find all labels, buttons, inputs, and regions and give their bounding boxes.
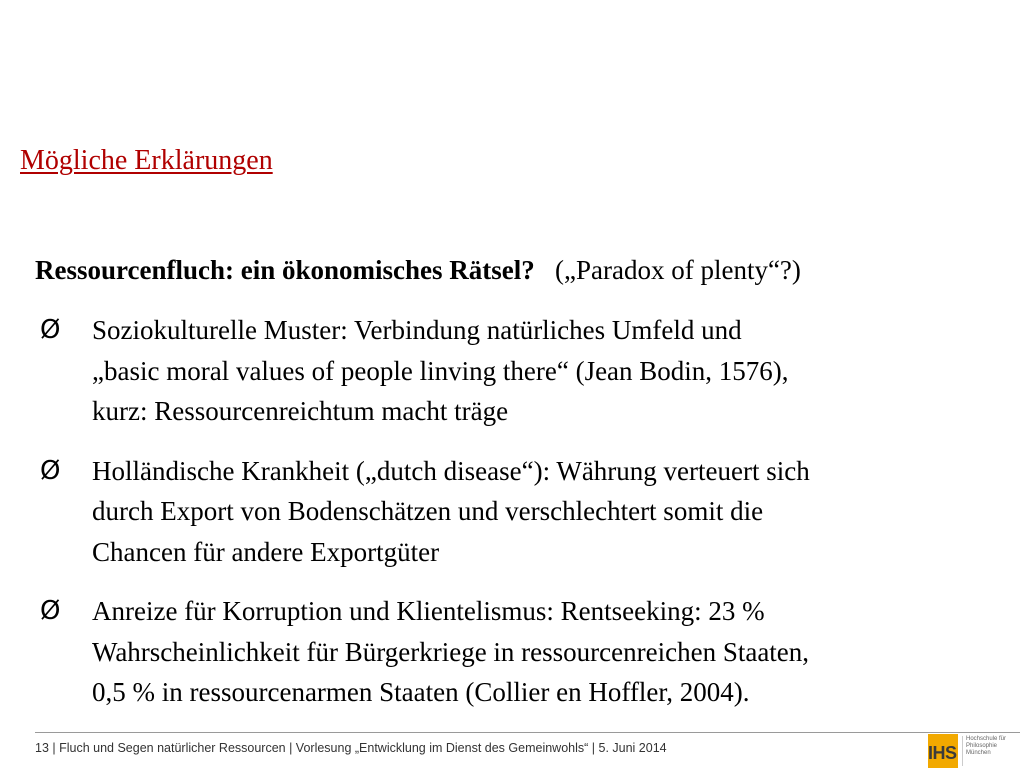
bullet-line: Soziokulturelle Muster: Verbindung natürliches Umfeld und: [92, 315, 742, 345]
bullet-line: Chancen für andere Exportgüter: [92, 536, 440, 567]
bullet-line: durch Export von Bodenschätzen und verschlechtert somit die: [92, 496, 764, 526]
bullet-text: [92, 591, 1015, 713]
footer-divider: [35, 732, 1020, 733]
logo-abbr: IHS: [928, 743, 957, 763]
bullet-list: [40, 310, 1015, 713]
bullet-item: [40, 310, 1015, 432]
arrow-bullet-icon: Ø: [40, 315, 61, 345]
footer-text: 13 | Fluch und Segen natürlicher Ressourcen | Vorlesung „Entwicklung im Dienst des Gemeinwohls“ | 5. Juni 2014: [35, 741, 667, 755]
slide-title: Mögliche Erklärungen: [20, 145, 273, 176]
logo-line: München: [966, 750, 991, 756]
subtitle-main: Ressourcenfluch: ein ökonomisches Rätsel?: [35, 255, 535, 285]
subtitle-parenthetical: („Paradox of plenty“?): [555, 255, 801, 285]
bullet-line: „basic moral values of people linving there“ (Jean Bodin, 1576),: [92, 355, 789, 386]
arrow-bullet-icon: Ø: [40, 596, 61, 626]
bullet-item: [40, 451, 1015, 573]
bullet-line: Anreize für Korruption und Klientelismus: Rentseeking: 23 %: [92, 596, 765, 626]
logo-line: Philosophie: [966, 743, 998, 749]
arrow-bullet-icon: Ø: [40, 455, 61, 486]
bullet-text: [92, 310, 1015, 432]
bullet-text: [92, 451, 1015, 573]
ihs-logo: [928, 734, 1024, 768]
logo-text: [966, 736, 1006, 757]
slide-subtitle: [35, 255, 801, 286]
logo-divider: [962, 736, 963, 766]
logo-line: Hochschule für: [966, 736, 1007, 742]
bullet-line: Wahrscheinlichkeit für Bürgerkriege in ressourcenreichen Staaten,: [92, 636, 810, 667]
bullet-line: 0,5 % in ressourcenarmen Staaten (Collier en Hoffler, 2004).: [92, 677, 750, 707]
bullet-item: [40, 591, 1015, 713]
bullet-line: Holländische Krankheit („dutch disease“): Währung verteuert sich: [92, 455, 810, 486]
bullet-line: kurz: Ressourcenreichtum macht träge: [92, 396, 509, 426]
